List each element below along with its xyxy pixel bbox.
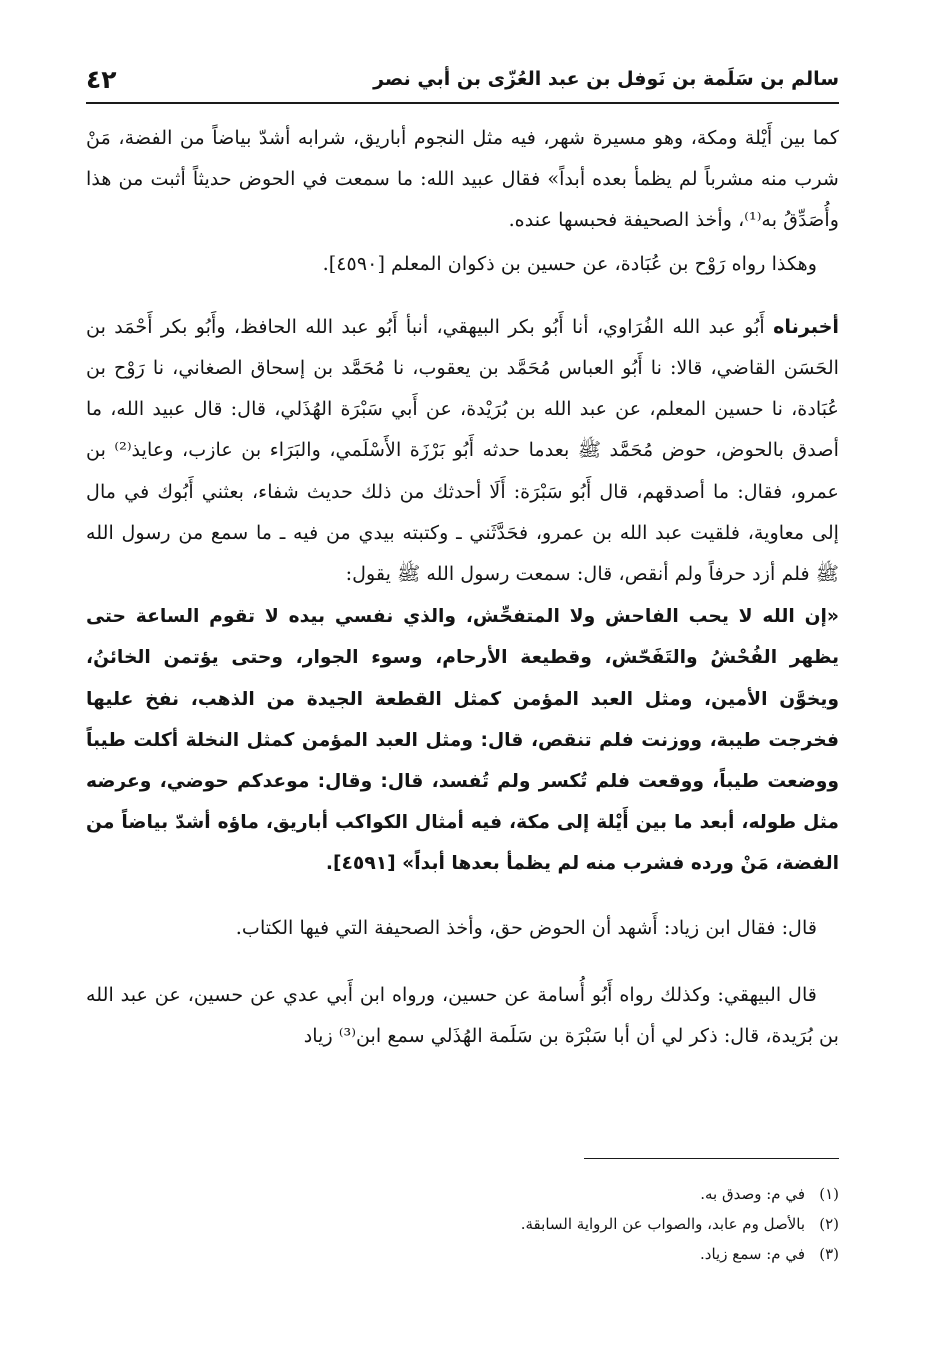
footnote [86, 1209, 839, 1239]
paragraph-lead-word: أخبرناه [773, 314, 839, 338]
footnote-number: (٣) [819, 1245, 839, 1263]
footnote-divider [584, 1158, 839, 1159]
page-header [86, 56, 839, 104]
paragraph-narration-note: وهكذا رواه رَوْح بن عُبَادة، عن حسين بن ذكوان المعلم [٤٥٩٠]. [322, 251, 817, 275]
paragraph-isnad-text: أَبُو عبد الله الفُرَاوي، أنا أَبُو بكر البيهقي، أنبأ أَبُو عبد الله الحافظ، وأَبُو بكر أَحْمَد بن الحَسَن القاضي، قالا: نا أَبُو العباس مُحَمَّد بن يعقوب، نا مُحَمَّد بن إسحاق الصغاني، نا رَوْح بن عُبَادة، نا حسين المعلم، عن عبد الله بن بُرَيْدة، عن أَبي سَبْرَة الهُذَلي، قال: قال عبيد الله، ما أصدق بالحوض، حوض مُحَمَّد ﷺ بعدما حدثه أَبُو بَرْزَة الأَسْلَمي، والبَرَاء بن عازب، وعايذ⁽²⁾ بن عمرو، فقال: ما أصدقهم، قال أَبُو سَبْرَة: أَلَا أحدثك من ذلك حديث شفاء، بعثني أَبُوك في مال إلى معاوية، فلقيت عبد الله بن عمرو، فحَدَّثَني ـ وكتبته بيدي من فيه ـ ما سمع من رسول الله ﷺ فلم أزد حرفاً ولم أنقص، قال: سمعت رسول الله ﷺ يقول: [86, 314, 839, 586]
footnote-text: في م: وصدق به. [700, 1185, 805, 1203]
footnote-number: (٢) [819, 1215, 839, 1233]
paragraph-isnad [86, 306, 839, 594]
running-title: سالم بن سَلَمة بن نَوفل بن عبد العُزّى بن أبي نصر [373, 68, 839, 90]
paragraph-ibn-ziyad: قال: فقال ابن زياد: أَشهد أن الحوض حق، وأخذ الصحيفة التي فيها الكتاب. [235, 915, 817, 939]
footnote [86, 1179, 839, 1209]
paragraph-bayhaqi: قال البيهقي: وكذلك رواه أَبُو أُسامة عن حسين، ورواه ابن أَبي عدي عن حسين، عن عبد الله بن بُرَيدة، قال: ذكر لي أن أبا سَبْرَة بن سَلَمة الهُذَلي سمع ابن⁽³⁾ زياد [86, 982, 839, 1048]
footnote-number: (١) [819, 1185, 839, 1203]
footnote-text: في م: سمع زياد. [700, 1245, 805, 1263]
paragraph-hadith-continuation: كما بين أَيْلة ومكة، وهو مسيرة شهر، فيه مثل النجوم أباريق، شرابه أشدّ بياضاً من الفضة، مَنْ شرب منه مشرباً لم يظمأ بعده أبداً» فقال عبيد الله: ما سمعت في الحوض حديثاً أثبت من هذا وأُصَدِّقُ به⁽¹⁾، وأخذ الصحيفة فحبسها عنده. [86, 126, 839, 232]
footnotes [86, 1179, 839, 1269]
footnote-text: بالأصل وم عابد، والصواب عن الرواية السابقة. [520, 1215, 805, 1233]
page-number: ٤٢ [86, 64, 117, 94]
footnote [86, 1239, 839, 1269]
main-text [86, 117, 839, 1056]
paragraph-hadith-text: «إن الله لا يحب الفاحش ولا المتفحِّش، والذي نفسي بيده لا تقوم الساعة حتى يظهر الفُحْشُ والتَفَحّش، وقطيعة الأرحام، وسوء الجوار، وحتى يؤتمن الخائنُ، ويخوَّن الأمين، ومثل العبد المؤمن كمثل القطعة الجيدة من الذهب، نفخ عليها فخرجت طيبة، ووزنت فلم تنقص، قال: ومثل العبد المؤمن كمثل النخلة أكلت طيباً ووضعت طيباً، ووقعت فلم تُكسر ولم تُفسد، قال: وقال: موعدكم حوضي، وعرضه مثل طوله، أبعد ما بين أَيْلة إلى مكة، فيه أمثال الكواكب أباريق، ماؤه أشدّ بياضاً من الفضة، مَنْ ورده فشرب منه لم يظمأ بعدها أبداً» [٤٥٩١]. [86, 606, 839, 875]
